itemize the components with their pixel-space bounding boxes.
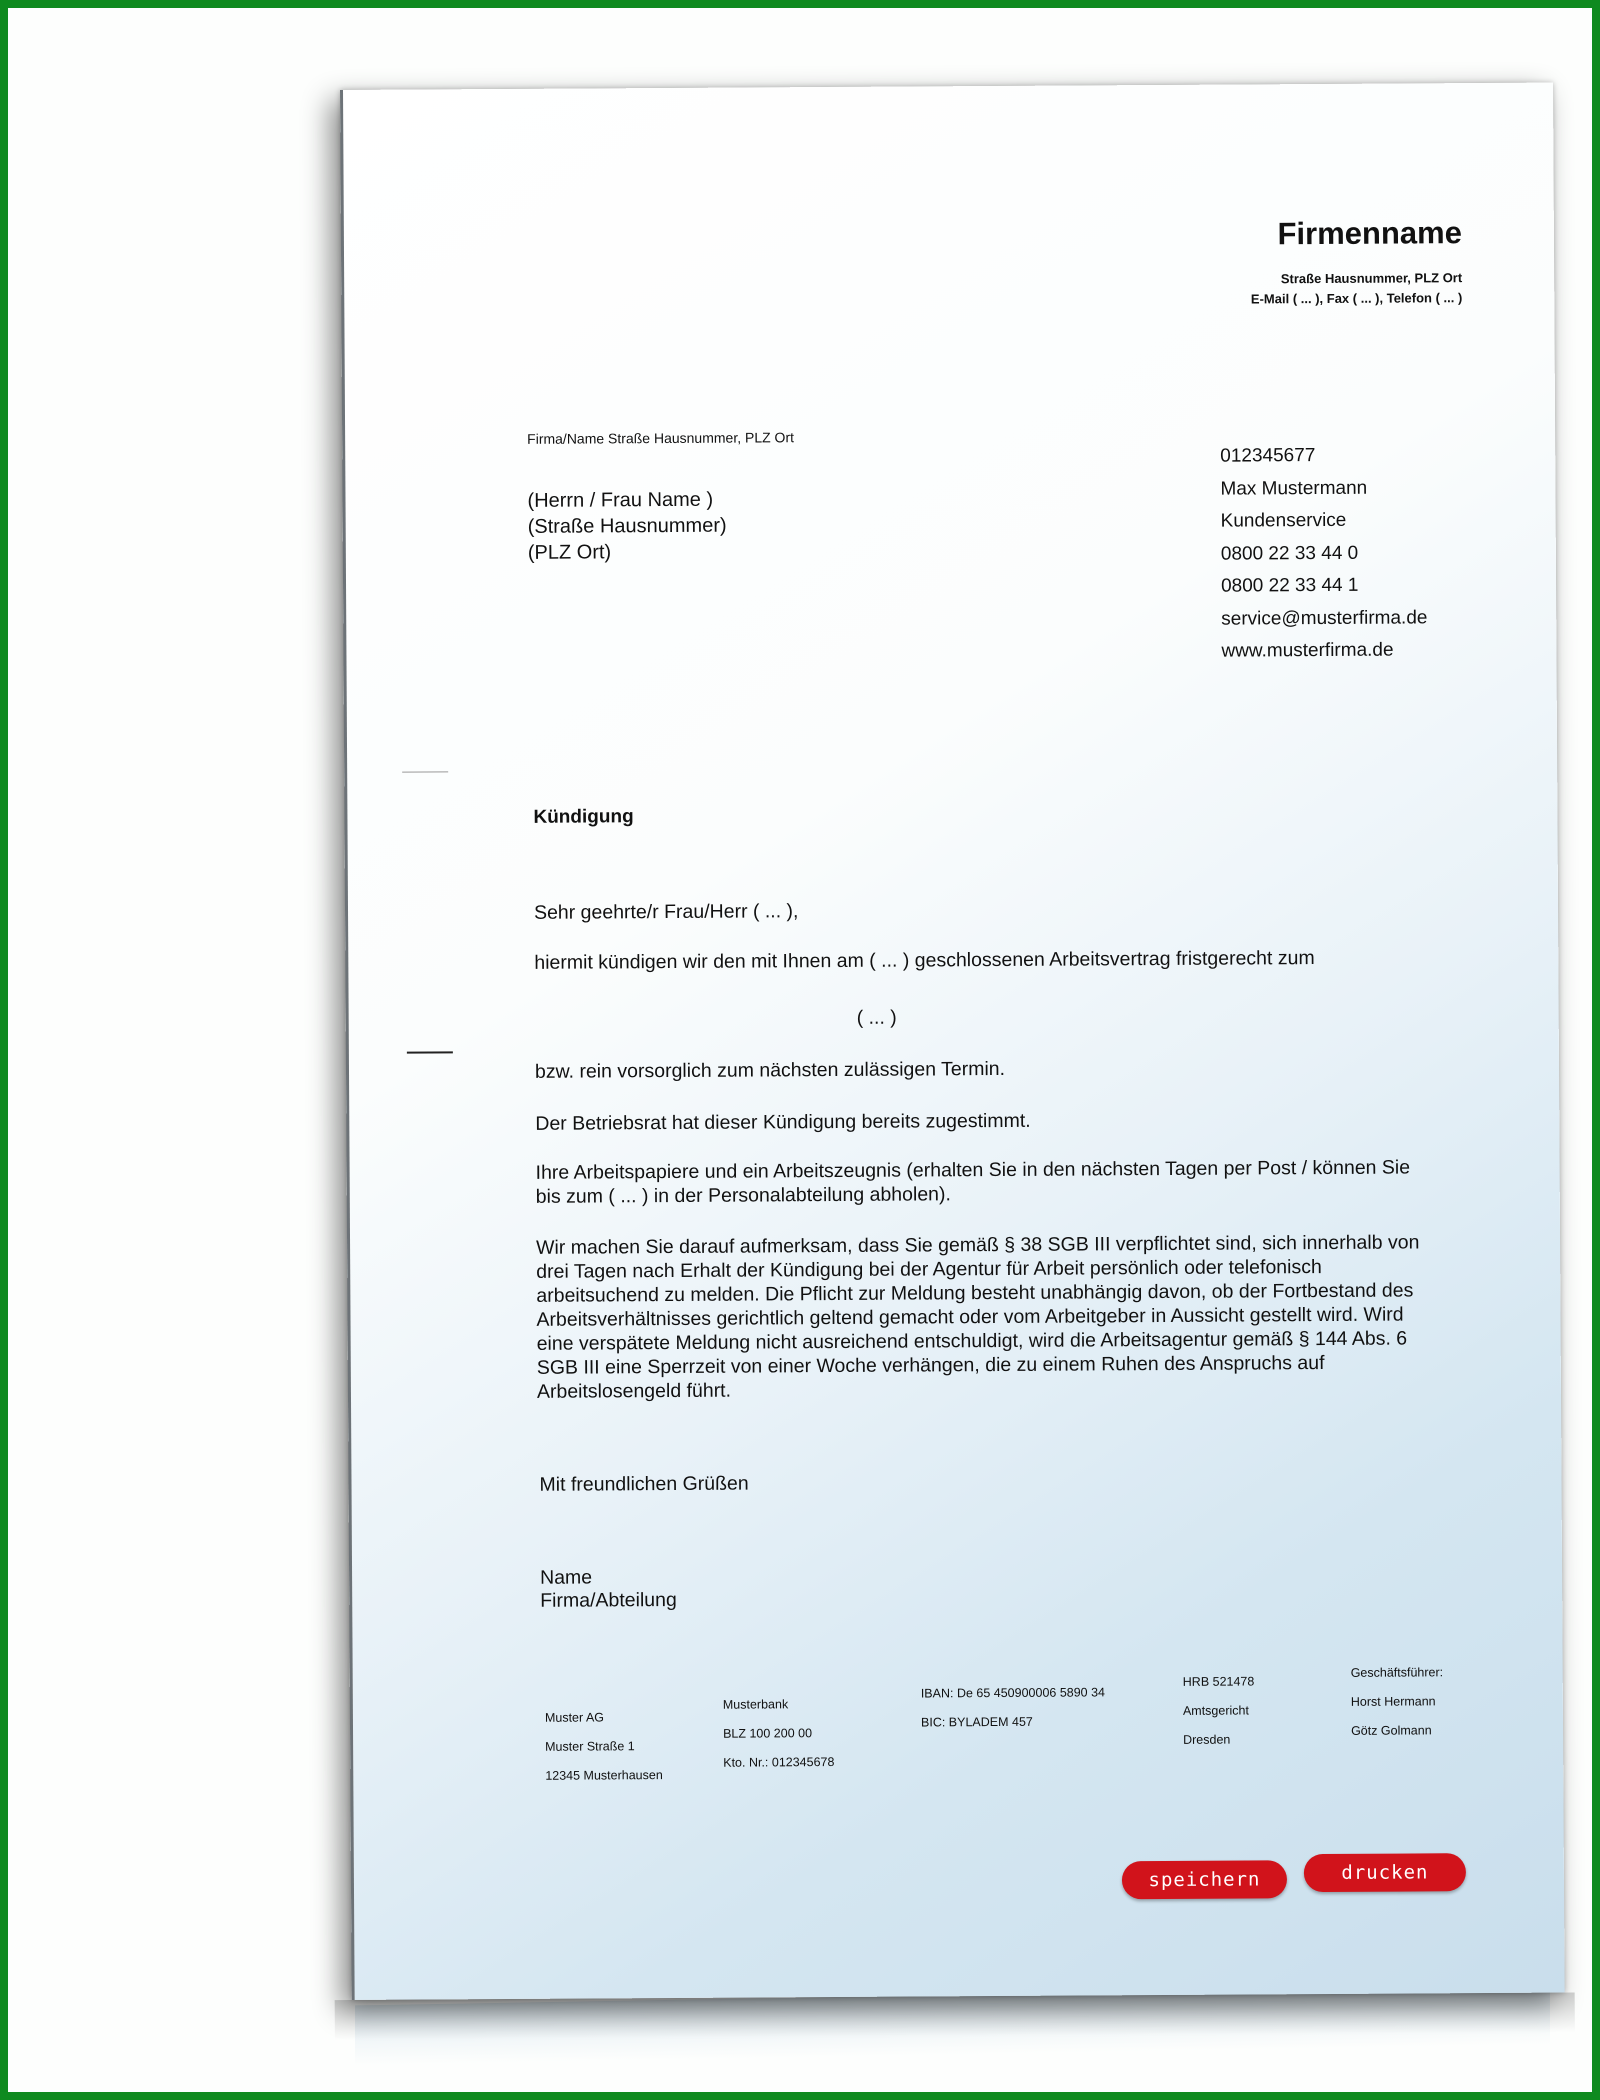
letter-paragraph-4 [536,1155,1451,1209]
letter-paragraph-5-line: SGB III eine Sperrzeit von einer Woche verhängen, die zu einem Ruhen des Anspruchs auf [536,1352,1325,1379]
sender-line: Firma/Name Straße Hausnummer, PLZ Ort [527,429,795,447]
footer-bank [723,1690,835,1778]
save-button[interactable]: speichern [1122,1860,1287,1899]
letter-paragraph-2: bzw. rein vorsorglich zum nächsten zulässigen Termin. [534,1057,1006,1083]
footer-line: IBAN: De 65 450900006 5890 34 [920,1685,1106,1701]
letter-paragraph-5-line: Arbeitslosengeld führt. [536,1379,732,1403]
company-contact: E-Mail ( ... ), Fax ( ... ), Telefon ( ... ) [1250,290,1463,307]
letter-paragraph-5-line: drei Tagen nach Erhalt der Kündigung bei der Agentur für Arbeit persönlich oder telefonisch [536,1256,1322,1283]
letter-salutation: Sehr geehrte/r Frau/Herr ( ... ), [533,900,799,924]
footer-line: Kto. Nr.: 012345678 [723,1755,835,1770]
letter-paragraph-5-line: eine verspätete Meldung nicht ausreichend entschuldigt, wird die Arbeitsagentur gemäß § 144 Abs. 6 [536,1327,1408,1355]
letter-paragraph-1: hiermit kündigen wir den mit Ihnen am ( ... ) geschlossenen Arbeitsvertrag fristgerecht zum [534,947,1315,974]
footer-line: Geschäftsführer: [1350,1665,1444,1680]
signature-department: Firma/Abteilung [540,1588,677,1612]
footer-line: HRB 521478 [1182,1674,1255,1689]
footer-line: Götz Golmann [1350,1723,1432,1738]
contact-web: www.musterfirma.de [1221,639,1394,662]
footer-line: Horst Hermann [1350,1694,1436,1709]
letter-paragraph-3: Der Betriebsrat hat dieser Kündigung bereits zugestimmt. [535,1109,1031,1135]
contact-block [1220,439,1428,668]
letter-paragraph-4-line-2: bis zum ( ... ) in der Personalabteilung abholen). [535,1183,951,1208]
contact-phone: 0800 22 33 44 0 [1220,542,1359,565]
letter-paragraph-5-line: Wir machen Sie darauf aufmerksam, dass Sie gemäß § 38 SGB III verpflichtet sind, sich innerhalb von [536,1231,1420,1259]
footer-line: Dresden [1183,1732,1231,1747]
footer-line: 12345 Musterhausen [545,1768,663,1783]
letter-paragraph-5-line: arbeitsuchend zu melden. Die Pflicht zur Meldung besteht unabhängig davon, ob der Fortbestand des [536,1279,1414,1307]
fold-mark-top [402,771,448,772]
contact-fax: 0800 22 33 44 1 [1220,574,1359,597]
fold-mark-middle [407,1051,453,1053]
company-address: Straße Hausnummer, PLZ Ort [1280,270,1463,287]
footer-register [1183,1667,1255,1754]
footer-line: Amtsgericht [1182,1703,1249,1718]
page-shadow [335,1992,1575,2040]
signature-name: Name [540,1566,593,1589]
contact-number: 012345677 [1220,445,1316,467]
print-button[interactable]: drucken [1304,1853,1466,1892]
letter-paragraph-5 [536,1230,1452,1404]
footer-line: Muster Straße 1 [545,1739,635,1754]
letter-closing: Mit freundlichen Grüßen [539,1472,749,1496]
recipient-address [527,487,726,566]
recipient-city: (PLZ Ort) [527,541,612,564]
footer-line: BIC: BYLADEM 457 [920,1714,1033,1730]
contact-person: Max Mustermann [1220,477,1368,500]
footer-line: BLZ 100 200 00 [723,1726,813,1741]
letter-paragraph-4-line-1: Ihre Arbeitspapiere und ein Arbeitszeugnis (erhalten Sie in den nächsten Tagen per Post / können Sie [535,1156,1411,1184]
footer-company [545,1703,663,1791]
footer-line: Musterbank [722,1697,789,1712]
letter-page [340,83,1565,2000]
letter-subject: Kündigung [533,806,634,828]
letter-paragraph-5-line: Arbeitsverhältnisses gerichtlich geltend gemacht oder vom Arbeitgeber in Aussicht gestellt wird. Wird [536,1303,1404,1331]
company-name: Firmenname [1277,215,1462,252]
footer-management [1351,1658,1444,1746]
recipient-name: (Herrn / Frau Name ) [527,488,714,512]
footer-line: Muster AG [544,1710,605,1725]
contact-email: service@musterfirma.de [1221,606,1428,630]
footer-iban [921,1678,1106,1737]
letter-termination-date: ( ... ) [856,1006,897,1029]
contact-department: Kundenservice [1220,509,1347,532]
signature-block [540,1566,677,1613]
recipient-street: (Straße Hausnummer) [527,514,727,538]
